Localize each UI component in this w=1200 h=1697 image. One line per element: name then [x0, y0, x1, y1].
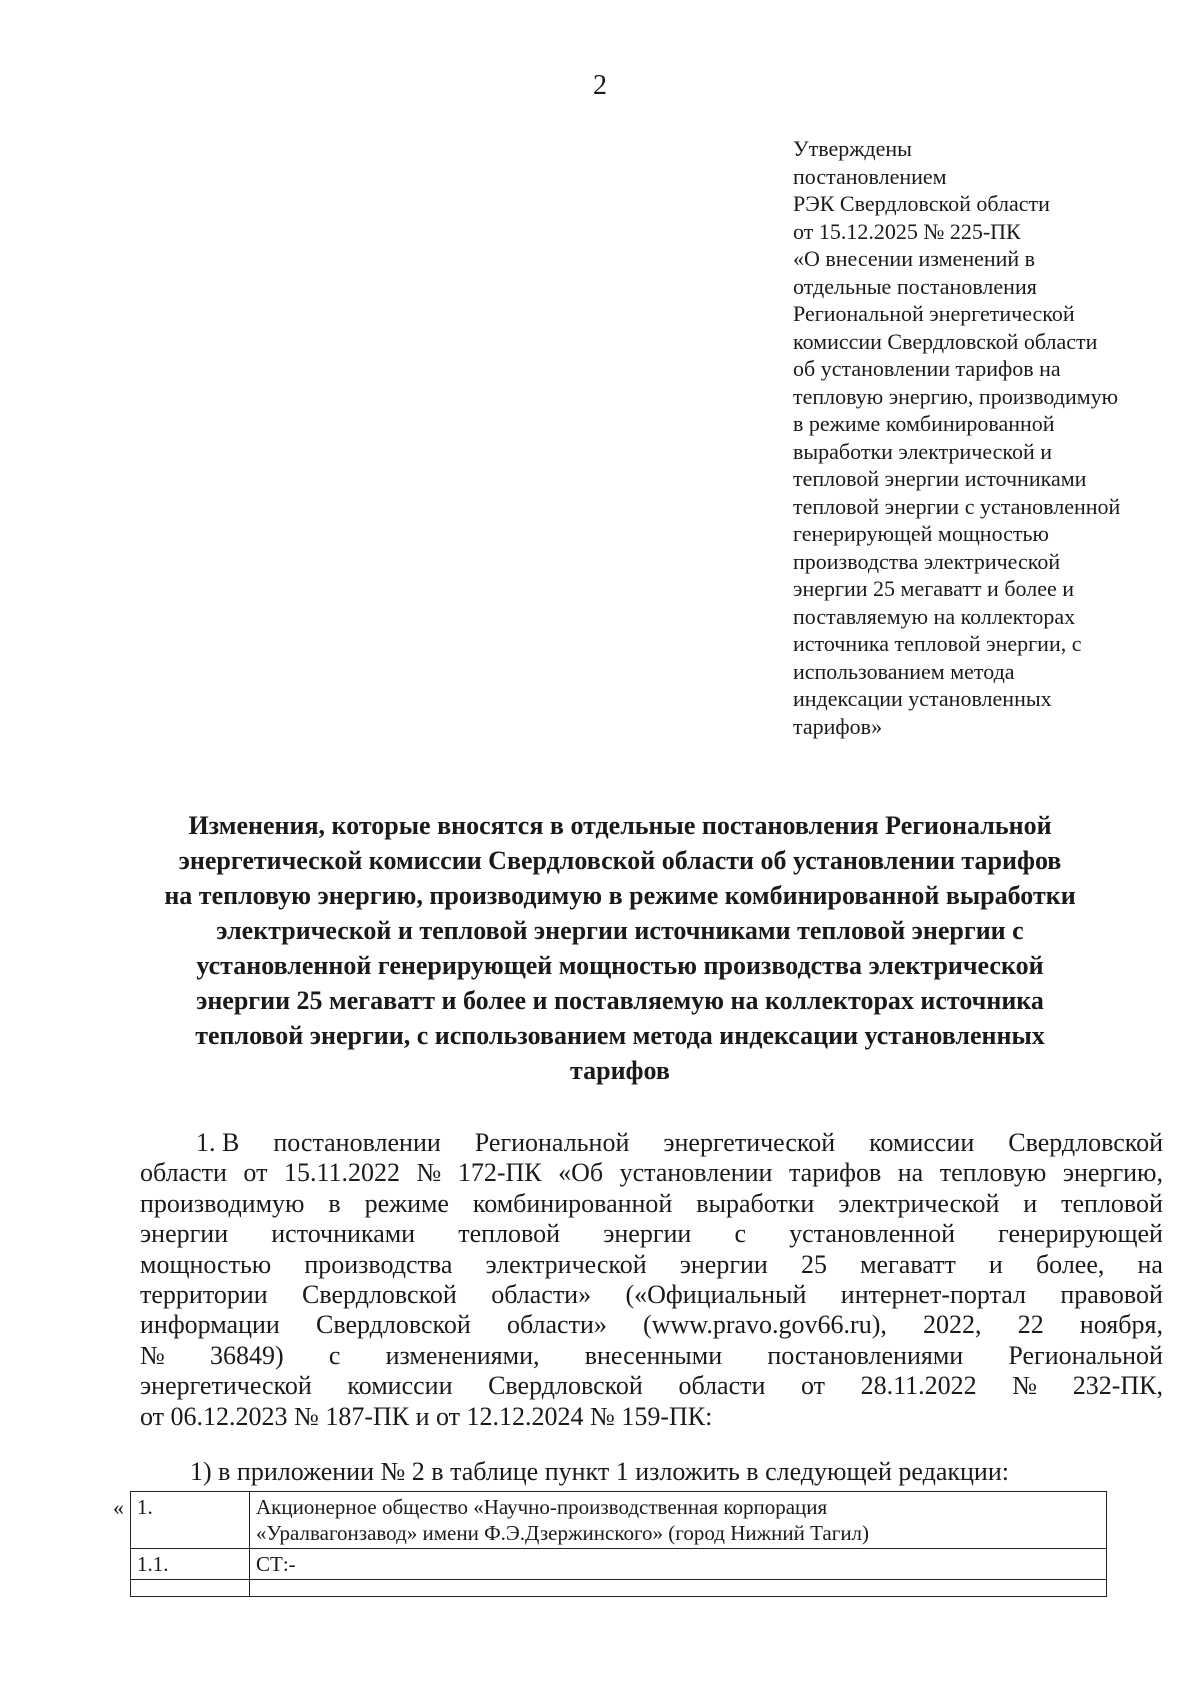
paragraph-1-line: [140, 1402, 1163, 1432]
paragraph-1-word: мощностью: [140, 1249, 272, 1279]
paragraph-1-word: Региональной: [1008, 1340, 1163, 1370]
paragraph-1-word: энергию,: [1062, 1158, 1163, 1188]
approval-line: Утверждены: [793, 136, 912, 161]
paragraph-1-word: комиссии: [869, 1128, 975, 1157]
paragraph-1-word: информации: [140, 1310, 280, 1340]
approval-line: поставляемую на коллекторах: [793, 603, 1076, 629]
title-line: установленной генерирующей мощностью производства электрической: [196, 951, 1044, 980]
approval-line: об установлении тарифов на: [793, 356, 1061, 381]
approval-line: в режиме комбинированной: [793, 411, 1055, 436]
paragraph-1-word: энергетической: [663, 1128, 836, 1157]
paragraph-1-word: области: [678, 1371, 766, 1401]
paragraph-1-word: 172-ПК: [457, 1158, 542, 1188]
title-line: энергии 25 мегаватт и более и поставляемую на коллекторах источника: [196, 986, 1044, 1015]
approval-line: «О внесении изменений в: [793, 246, 1036, 271]
paragraph-1-word: Свердловской: [302, 1280, 457, 1310]
paragraph-1-word: внесенными: [584, 1340, 723, 1370]
paragraph-1-line: [140, 1280, 1163, 1310]
title-line: на тепловую энергию, производимую в режиме комбинированной выработки: [164, 881, 1076, 910]
title-line: тепловой энергии, с использованием метода индексации установленных: [195, 1021, 1045, 1050]
paragraph-1-word: тепловую: [939, 1158, 1047, 1188]
table-row: [131, 1492, 1107, 1549]
table-row: [131, 1580, 1107, 1597]
paragraph-1-word: №: [416, 1158, 442, 1188]
table-cell-number: 1.: [131, 1492, 250, 1549]
approval-line: комиссии Свердловской области: [793, 328, 1098, 354]
paragraph-1-word: 22: [1017, 1310, 1044, 1340]
open-quote-mark: «: [113, 1495, 124, 1520]
paragraph-1-line: [140, 1219, 1163, 1249]
paragraph-1-word: электрической: [485, 1249, 647, 1279]
paragraph-1-word: области: [140, 1158, 227, 1188]
approval-line: выработки электрической и: [793, 438, 1053, 464]
paragraph-1-word: области»: [506, 1310, 607, 1340]
paragraph-1-word: выработки: [696, 1188, 815, 1218]
paragraph-1-word: комиссии: [347, 1371, 453, 1401]
approval-line: тепловую энергию, производимую: [793, 383, 1119, 409]
paragraph-1-word: мегаватт: [860, 1249, 956, 1279]
title-line: энергетической комиссии Свердловской области об установлении тарифов: [178, 846, 1062, 875]
paragraph-1-word: в: [328, 1188, 341, 1218]
paragraph-1-word: с: [328, 1340, 341, 1370]
paragraph-1-word: на: [1137, 1249, 1163, 1279]
paragraph-1-word: и: [1023, 1188, 1038, 1218]
paragraph-1-word: от: [243, 1158, 268, 1188]
approval-line: от 15.12.2025 № 225-ПК: [793, 218, 1021, 244]
paragraph-1-word: №: [140, 1340, 165, 1370]
paragraph-1-word: 28.11.2022: [860, 1371, 977, 1401]
paragraph-1-word: территории: [140, 1280, 268, 1310]
paragraph-1-word: постановлении: [273, 1128, 441, 1157]
paragraph-1-word: Свердловской: [488, 1371, 643, 1401]
approval-line: генерирующей мощностью: [793, 521, 1049, 546]
paragraph-1-word: «Об: [558, 1158, 604, 1188]
paragraph-1-word: 15.11.2022: [283, 1158, 400, 1188]
paragraph-1-word: 36849): [210, 1340, 284, 1370]
title-line: Изменения, которые вносятся в отдельные постановления Региональной: [188, 811, 1052, 840]
paragraph-1-line: [140, 1128, 1163, 1158]
title-line: тарифов: [570, 1056, 670, 1085]
paragraph-1-word: энергии: [603, 1219, 692, 1249]
paragraph-1-word: источниками: [271, 1219, 416, 1249]
approval-line: тепловой энергии источниками: [793, 466, 1087, 491]
paragraph-1-word: тепловой: [458, 1219, 561, 1249]
paragraph-2: [190, 1457, 1120, 1487]
paragraph-1-line: [140, 1341, 1163, 1371]
document-title: [120, 808, 1120, 1088]
approval-line: постановлением: [793, 163, 947, 189]
paragraph-1-word: 25: [800, 1249, 827, 1279]
paragraph-1-word: более,: [1035, 1249, 1105, 1279]
paragraph-1: [140, 1128, 1163, 1432]
paragraph-1-word: («Официальный: [625, 1280, 807, 1310]
table-cell-line: «Уралвагонзавод» имени Ф.Э.Дзержинского» (город Нижний Тагил): [256, 1521, 870, 1545]
paragraph-1-word: от: [801, 1371, 826, 1401]
table-cell-empty: [131, 1580, 250, 1597]
paragraph-1-word: тарифов: [788, 1158, 882, 1188]
paragraph-2-line: [190, 1457, 1120, 1487]
paragraph-1-word: энергии: [679, 1249, 768, 1279]
paragraph-1-word: с: [734, 1219, 746, 1249]
paragraph-1-word: правовой: [1060, 1280, 1163, 1310]
paragraph-1-word: производимую: [140, 1188, 305, 1218]
approval-line: Региональной энергетической: [793, 301, 1075, 326]
paragraph-1-word: изменениями,: [385, 1340, 540, 1370]
paragraph-1-line: [140, 1371, 1163, 1401]
paragraph-1-word: 2022,: [923, 1310, 982, 1340]
paragraph-1-word: (www.pravo.gov66.ru),: [643, 1310, 887, 1340]
paragraph-1-word: производства: [304, 1249, 453, 1279]
paragraph-1-word: области»: [491, 1280, 592, 1310]
page-number: 2: [593, 70, 607, 101]
paragraph-1-word: 232-ПК,: [1072, 1371, 1163, 1401]
paragraph-1-word: режиме: [364, 1188, 449, 1218]
paragraph-1-word: энергетической: [140, 1371, 312, 1401]
approval-line: энергии 25 мегаватт и более и: [793, 576, 1075, 601]
table-cell-number: 1.1.: [131, 1549, 250, 1580]
paragraph-1-word: 1. В: [196, 1128, 240, 1157]
paragraph-1-word: комбинированной: [472, 1188, 673, 1218]
paragraph-1-line: [140, 1310, 1163, 1340]
paragraph-1-line: [140, 1158, 1163, 1188]
approval-line: источника тепловой энергии, с: [793, 631, 1082, 656]
paragraph-1-word: генерирующей: [998, 1219, 1163, 1249]
table-row: [131, 1549, 1107, 1580]
paragraph-1-word: Региональной: [474, 1128, 630, 1157]
paragraph-1-word: тепловой: [1061, 1188, 1163, 1218]
paragraph-1-word: ноября,: [1079, 1310, 1163, 1340]
table-cell-line: Акционерное общество «Научно-производственная корпорация: [256, 1495, 828, 1519]
paragraph-1-word: установленной: [789, 1219, 956, 1249]
paragraph-2-text: 1) в приложении № 2 в таблице пункт 1 изложить в следующей редакции:: [190, 1457, 1009, 1486]
paragraph-1-word: от 06.12.2023 № 187-ПК и от 12.12.2024 № 159-ПК:: [140, 1401, 713, 1431]
table-cell-text: [250, 1549, 1107, 1580]
paragraph-1-word: установлении: [619, 1158, 773, 1188]
table-cell-empty: [250, 1580, 1107, 1597]
tariff-table: [130, 1491, 1107, 1597]
approval-line: индексации установленных: [793, 686, 1052, 711]
paragraph-1-word: интернет-портал: [840, 1280, 1026, 1310]
approval-line: производства электрической: [793, 548, 1061, 574]
approval-line: отдельные постановления: [793, 273, 1037, 299]
paragraph-1-word: и: [988, 1249, 1003, 1279]
table-cell-text: [250, 1492, 1107, 1549]
title-line: электрической и тепловой энергии источниками тепловой энергии с: [216, 916, 1024, 945]
approval-line: тепловой энергии с установленной: [793, 493, 1121, 519]
paragraph-1-word: Свердловской: [1008, 1128, 1163, 1157]
approval-block: [793, 135, 1163, 740]
paragraph-1-word: электрической: [838, 1188, 1000, 1218]
paragraph-1-word: на: [897, 1158, 924, 1188]
paragraph-1-line: [140, 1189, 1163, 1219]
paragraph-1-word: постановлениями: [767, 1340, 964, 1370]
approval-line: РЭК Свердловской области: [793, 191, 1050, 216]
approval-line: тарифов»: [793, 713, 883, 739]
approval-line: использованием метода: [793, 658, 1015, 684]
paragraph-1-line: [140, 1250, 1163, 1280]
paragraph-1-word: Свердловской: [316, 1310, 471, 1340]
paragraph-1-word: №: [1012, 1371, 1038, 1401]
paragraph-1-word: энергии: [140, 1219, 229, 1249]
table-cell-line: СТ:-: [256, 1552, 296, 1576]
